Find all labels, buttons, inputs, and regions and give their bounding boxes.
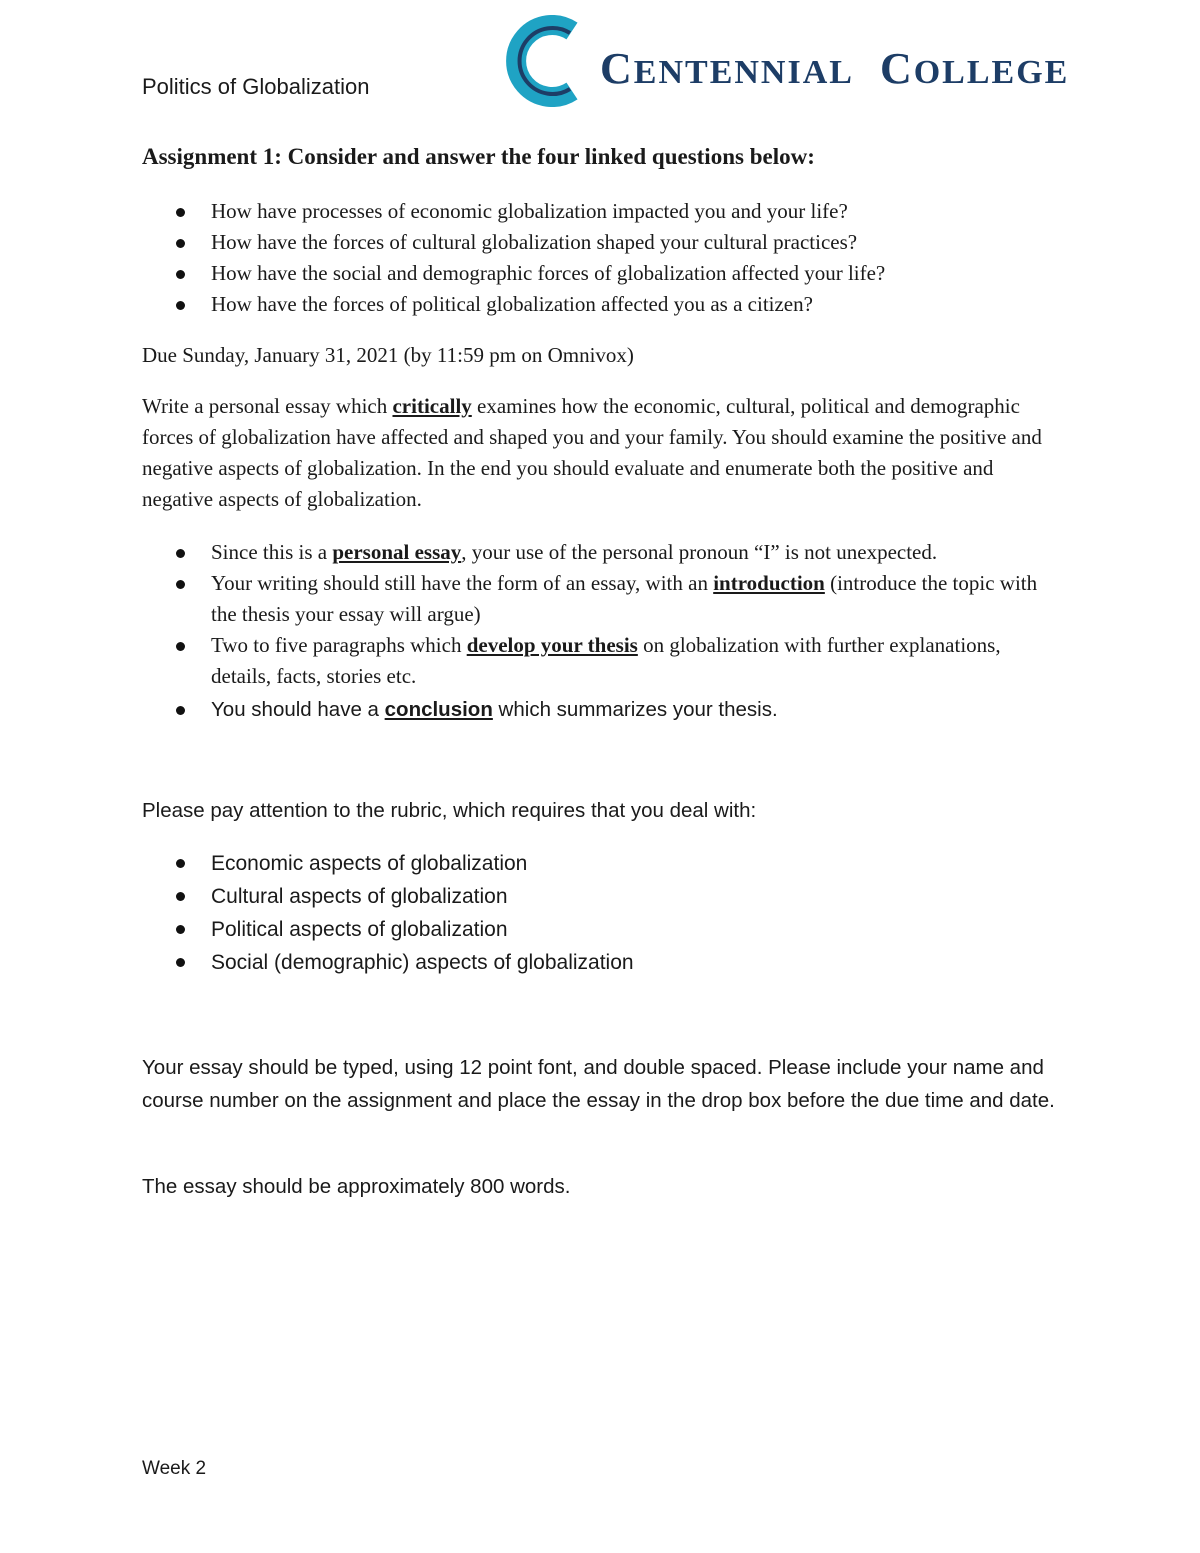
- emphasis-text: personal essay: [332, 540, 462, 564]
- bullet-icon: [176, 549, 185, 558]
- rubric-list: [0, 847, 634, 979]
- due-date: Due Sunday, January 31, 2021 (by 11:59 pm on Omnivox): [142, 343, 634, 367]
- emphasis-text: conclusion: [384, 698, 493, 721]
- list-item: Since this is a personal essay, your use of the personal pronoun “I” is not unexpected.: [0, 537, 1060, 568]
- list-item: Social (demographic) aspects of globalization: [0, 946, 634, 979]
- intro-paragraph: Write a personal essay which critically examines how the economic, cultural, political and demographic forces of globalization have affected and shaped you and your family. You should examine the positive and negative aspects of globalization. In the end you should evaluate and enumerate both the positive and negative aspects of globalization.: [142, 394, 1042, 511]
- list-item: Cultural aspects of globalization: [0, 880, 634, 913]
- essay-points-list: [0, 537, 1060, 725]
- list-item: How have processes of economic globalization impacted you and your life?: [0, 196, 885, 227]
- bullet-icon: [176, 208, 185, 217]
- list-item: How have the forces of cultural globalization shaped your cultural practices?: [0, 227, 885, 258]
- bullet-icon: [176, 580, 185, 589]
- list-item: How have the social and demographic forces of globalization affected your life?: [0, 258, 885, 289]
- college-name: CENTENNIAL COLLEGE: [600, 44, 1070, 93]
- rubric-intro: Please pay attention to the rubric, which requires that you deal with:: [142, 799, 757, 822]
- list-item: Your writing should still have the form of an essay, with an introduction (introduce the topic with the thesis your essay will argue): [0, 568, 1060, 630]
- college-logo: [500, 15, 1100, 107]
- bullet-icon: [176, 642, 185, 651]
- bullet-icon: [176, 270, 185, 279]
- bullet-icon: [176, 706, 185, 715]
- list-item: You should have a conclusion which summarizes your thesis.: [0, 694, 1060, 725]
- format-note: Your essay should be typed, using 12 point font, and double spaced. Please include your name and course number on the assignment and place the essay in the drop box before the due time and date.: [142, 1056, 1055, 1112]
- bullet-icon: [176, 925, 185, 934]
- emphasis-text: introduction: [713, 571, 825, 595]
- emphasis-text: critically: [392, 394, 472, 418]
- bullet-icon: [176, 958, 185, 967]
- page-footer: Week 2: [142, 1458, 207, 1479]
- bullet-icon: [176, 859, 185, 868]
- course-title: Politics of Globalization: [142, 74, 370, 99]
- question-list: [0, 196, 885, 320]
- list-item: Economic aspects of globalization: [0, 847, 634, 880]
- list-item: Political aspects of globalization: [0, 913, 634, 946]
- bullet-icon: [176, 892, 185, 901]
- length-note: The essay should be approximately 800 words.: [142, 1175, 571, 1198]
- bullet-icon: [176, 301, 185, 310]
- emphasis-text: develop your thesis: [466, 633, 638, 657]
- college-logo-icon: [500, 15, 592, 107]
- list-item: How have the forces of political globalization affected you as a citizen?: [0, 289, 885, 320]
- list-item: Two to five paragraphs which develop your thesis on globalization with further explanations, details, facts, stories etc.: [0, 630, 1060, 692]
- assignment-heading: Assignment 1: Consider and answer the four linked questions below:: [142, 144, 815, 169]
- bullet-icon: [176, 239, 185, 248]
